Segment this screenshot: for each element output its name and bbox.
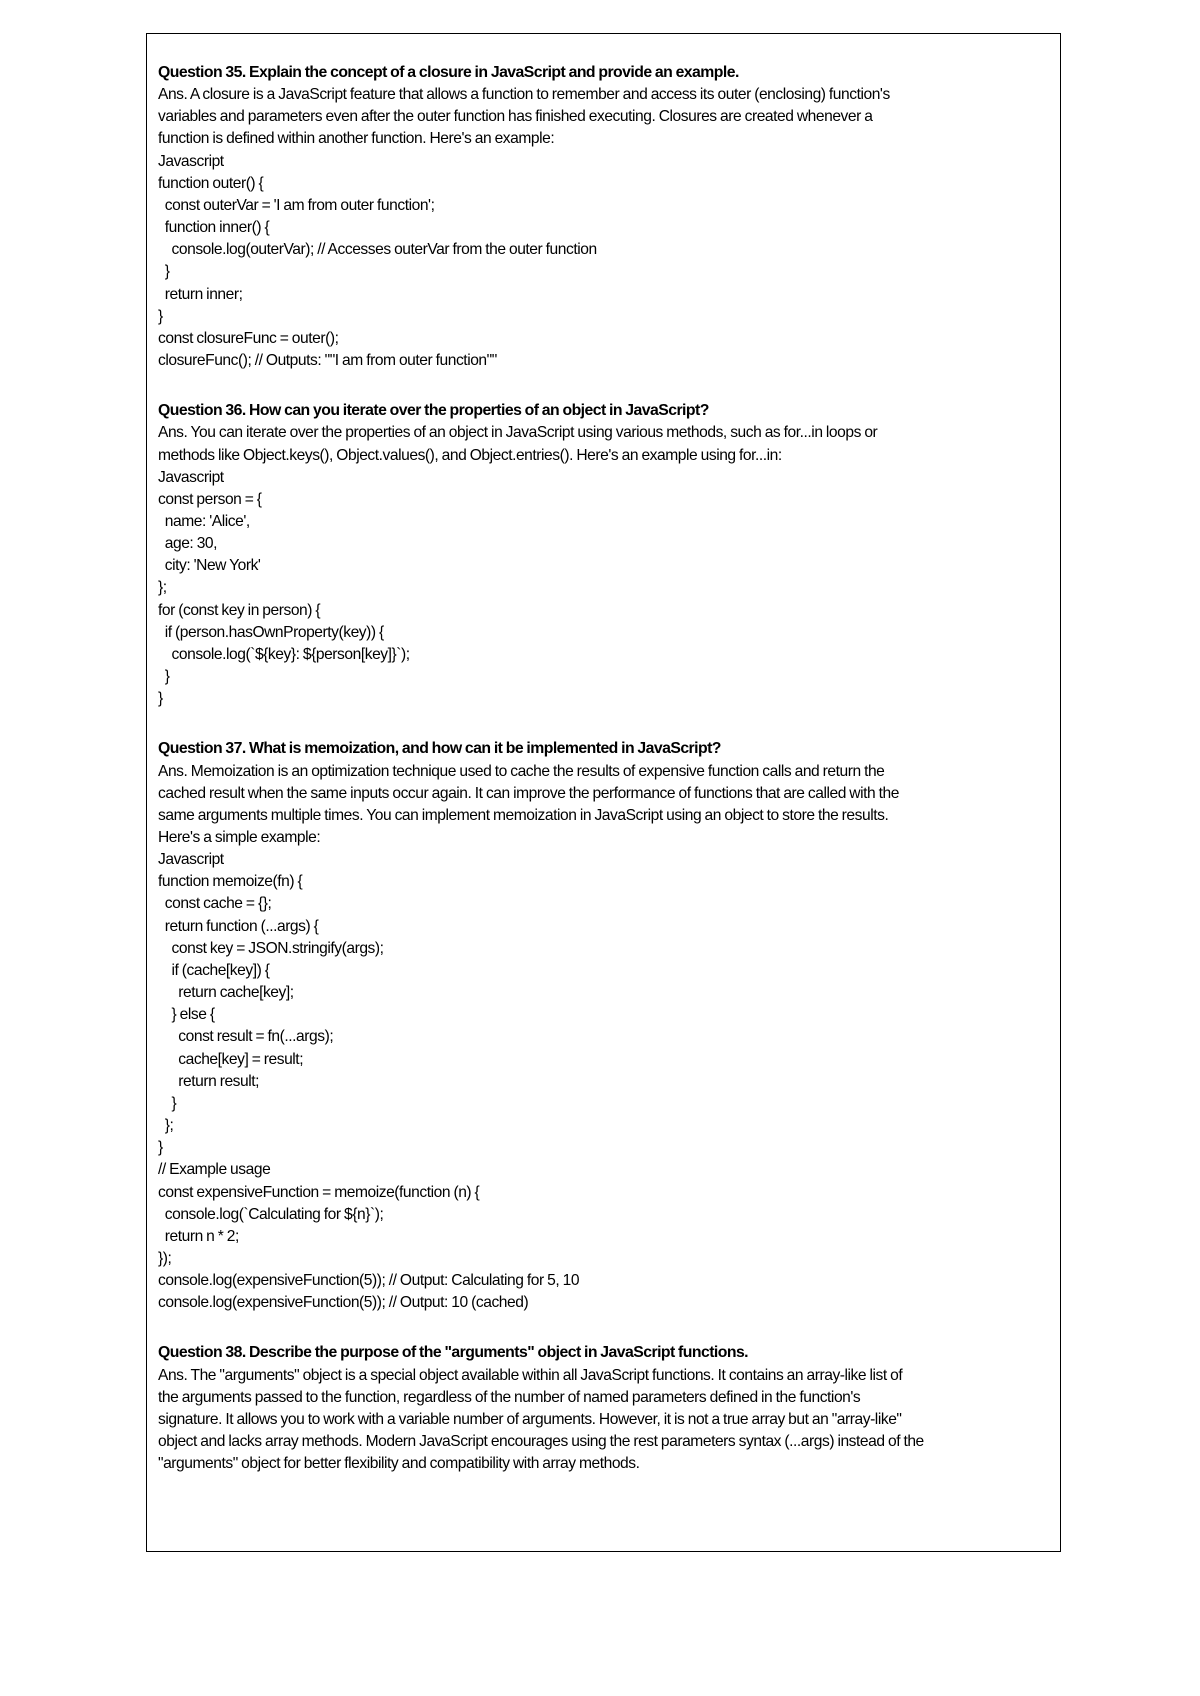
code-line: console.log(`${key}: ${person[key]}`); <box>158 645 410 663</box>
code-line: return cache[key]; <box>158 984 294 1002</box>
code-line: } <box>158 1139 163 1157</box>
code-line: closureFunc(); // Outputs: ""I am from outer function"" <box>158 352 497 370</box>
code-line: return function (...args) { <box>158 917 319 935</box>
code-line: function inner() { <box>158 219 270 237</box>
code-line: } <box>158 690 163 708</box>
code-line: }; <box>158 1117 174 1135</box>
answer-line: variables and parameters even after the outer function has finished executing. Closures are created whenever a <box>158 108 873 126</box>
code-line: } <box>158 668 170 686</box>
code-line: if (person.hasOwnProperty(key)) { <box>158 623 384 641</box>
code-line: } <box>158 1094 177 1112</box>
code-line: }); <box>158 1249 172 1267</box>
code-line: return result; <box>158 1072 260 1090</box>
code-line: }; <box>158 579 167 597</box>
code-line: } else { <box>158 1006 215 1024</box>
question-block <box>158 738 1048 1314</box>
question-title: Question 36. How can you iterate over the properties of an object in JavaScript? <box>158 402 709 420</box>
answer-line: function is defined within another function. Here's an example: <box>158 130 555 148</box>
document-content <box>158 62 1048 1475</box>
code-line: function memoize(fn) { <box>158 873 303 891</box>
code-line: console.log(outerVar); // Accesses outerVar from the outer function <box>158 241 597 259</box>
question-title: Question 38. Describe the purpose of the "arguments" object in JavaScript functions. <box>158 1344 749 1362</box>
code-line: age: 30, <box>158 535 218 553</box>
code-language-label: Javascript <box>158 468 224 486</box>
code-line: console.log(expensiveFunction(5)); // Output: 10 (cached) <box>158 1294 529 1312</box>
answer-line: signature. It allows you to work with a variable number of arguments. However, it is not a true array but an "array-like" <box>158 1410 902 1428</box>
code-line: const outerVar = 'I am from outer function'; <box>158 196 435 214</box>
code-line: console.log(`Calculating for ${n}`); <box>158 1205 384 1223</box>
code-line: const result = fn(...args); <box>158 1028 334 1046</box>
code-language-label: Javascript <box>158 851 224 869</box>
answer-line: Ans. The "arguments" object is a special object available within all JavaScript functions. It contains an array-like list of <box>158 1366 903 1384</box>
code-line: return n * 2; <box>158 1227 239 1245</box>
question-block <box>158 62 1048 372</box>
answer-line: Ans. Memoization is an optimization technique used to cache the results of expensive function calls and return the <box>158 762 885 780</box>
code-line: const cache = {}; <box>158 895 272 913</box>
code-line: function outer() { <box>158 174 264 192</box>
code-language-label: Javascript <box>158 152 224 170</box>
answer-line: methods like Object.keys(), Object.values(), and Object.entries(). Here's an example using for...in: <box>158 446 782 464</box>
code-line: for (const key in person) { <box>158 601 321 619</box>
code-line: const person = { <box>158 490 262 508</box>
code-line: const closureFunc = outer(); <box>158 329 339 347</box>
code-line: return inner; <box>158 285 243 303</box>
answer-line: cached result when the same inputs occur again. It can improve the performance of functions that are called with the <box>158 784 899 802</box>
answer-line: object and lacks array methods. Modern JavaScript encourages using the rest parameters syntax (...args) instead of the <box>158 1433 924 1451</box>
question-block <box>158 1342 1048 1475</box>
answer-line: Ans. You can iterate over the properties of an object in JavaScript using various methods, such as for...in loops or <box>158 424 878 442</box>
code-line: const expensiveFunction = memoize(function (n) { <box>158 1183 480 1201</box>
code-line: // Example usage <box>158 1161 271 1179</box>
answer-line: same arguments multiple times. You can implement memoization in JavaScript using an object to store the results. <box>158 806 889 824</box>
code-line: name: 'Alice', <box>158 512 250 530</box>
code-line: cache[key] = result; <box>158 1050 304 1068</box>
question-block <box>158 400 1048 710</box>
answer-line: the arguments passed to the function, regardless of the number of named parameters defined in the function's <box>158 1388 861 1406</box>
code-line: } <box>158 263 170 281</box>
code-line: if (cache[key]) { <box>158 961 270 979</box>
question-title: Question 37. What is memoization, and how can it be implemented in JavaScript? <box>158 740 721 758</box>
answer-line: "arguments" object for better flexibility and compatibility with array methods. <box>158 1455 640 1473</box>
code-line: const key = JSON.stringify(args); <box>158 939 384 957</box>
answer-line: Here's a simple example: <box>158 829 321 846</box>
code-line: console.log(expensiveFunction(5)); // Output: Calculating for 5, 10 <box>158 1272 580 1290</box>
question-title: Question 35. Explain the concept of a closure in JavaScript and provide an example. <box>158 64 739 81</box>
code-line: } <box>158 307 163 325</box>
code-line: city: 'New York' <box>158 557 261 575</box>
answer-line: Ans. A closure is a JavaScript feature that allows a function to remember and access its outer (enclosing) function's <box>158 86 890 104</box>
